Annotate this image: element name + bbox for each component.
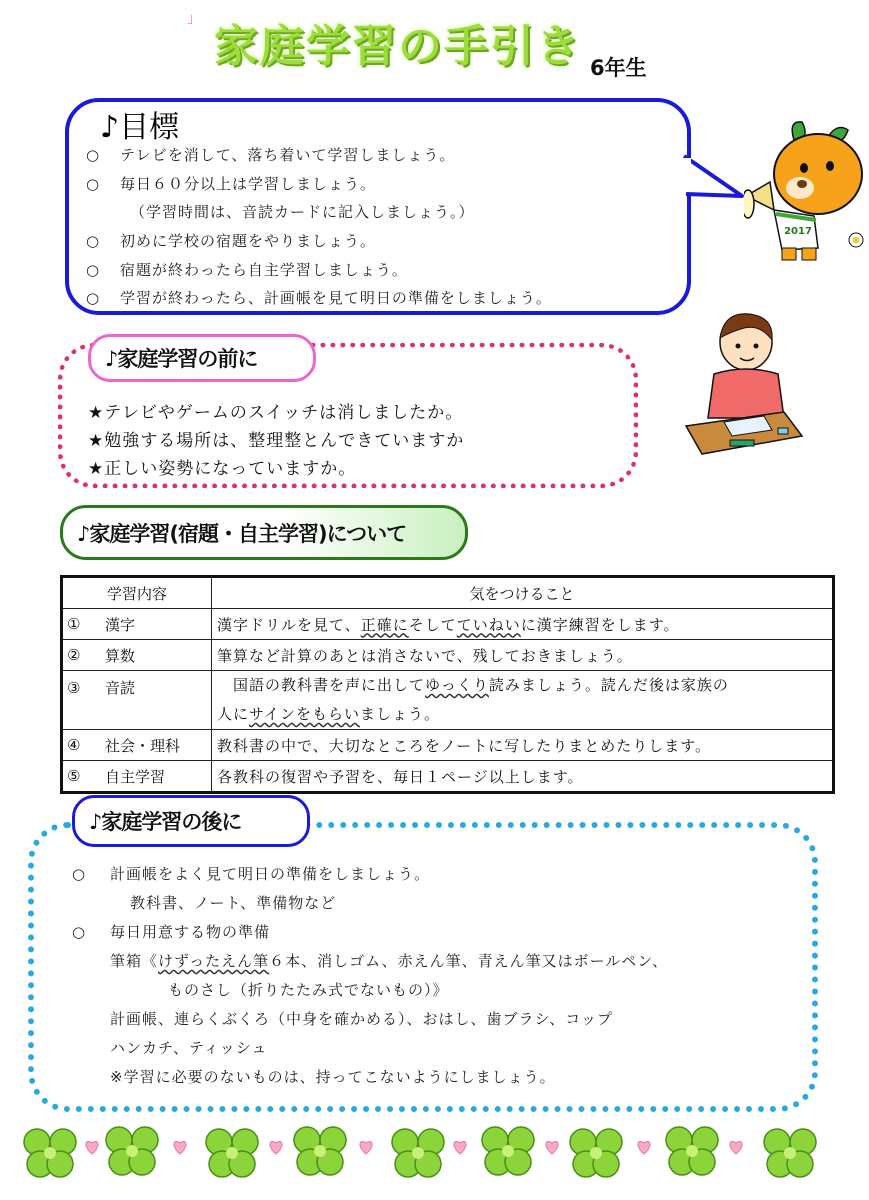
- goal-text: 毎日６０分以上は学習しましょう。: [120, 175, 377, 193]
- heart-icon: [454, 1141, 466, 1154]
- clover-icon: [106, 1127, 158, 1175]
- clover-icon: [294, 1127, 346, 1175]
- advice-text: 読みましょう。読んだ後は家族の: [488, 676, 729, 694]
- row-number: ②: [67, 646, 81, 664]
- table-row: [62, 609, 834, 640]
- advice-text: 漢字ドリルを見て、: [217, 615, 361, 634]
- mascot-badge: 2017: [784, 226, 812, 237]
- row-number: ⑤: [67, 767, 81, 785]
- goal-item: [86, 173, 376, 194]
- after-emphasis: けずったえん筆: [158, 952, 270, 970]
- heart-icon: [730, 1141, 742, 1154]
- goal-item: [86, 144, 455, 165]
- after-text: 筆箱《: [110, 952, 159, 970]
- goal-item: [86, 230, 376, 251]
- table-row: [62, 640, 834, 671]
- goal-note: （学習時間は、音読カードに記入しましょう。）: [130, 203, 475, 221]
- circle-bullet: ○: [72, 923, 87, 941]
- heart-icon: [86, 1141, 98, 1154]
- after-text: 計画帳をよく見て明日の準備をしましょう。: [110, 865, 431, 883]
- advice-text: ましょう。: [359, 705, 440, 723]
- heart-icon: [546, 1141, 558, 1154]
- corner-mark: 」: [187, 11, 201, 27]
- after-item: [72, 863, 430, 884]
- row-number: ④: [67, 736, 81, 754]
- study-guide-table: [60, 575, 835, 794]
- subject-name: 社会・理科: [105, 736, 181, 755]
- advice-text: 国語の教科書を声に出して: [217, 676, 426, 694]
- advice-text: そして: [408, 615, 457, 634]
- circle-bullet: ○: [86, 232, 101, 250]
- column-header: 気をつけること: [212, 577, 834, 609]
- about-study-heading: ♪家庭学習(宿題・自主学習)について: [60, 505, 468, 560]
- heart-icon: [270, 1141, 282, 1154]
- table-header-row: [62, 577, 834, 609]
- after-text: 毎日用意する物の準備: [110, 923, 271, 941]
- advice-emphasis: ゆっくり: [425, 676, 489, 694]
- ruler-line: ものさし（折りたたみ式でないもの）》: [168, 981, 449, 999]
- items-line: 計画帳、連らくぶくろ（中身を確かめる）、おはし、歯ブラシ、コップ: [110, 1010, 614, 1028]
- goal-item: [86, 259, 408, 280]
- clover-icon: [764, 1129, 816, 1177]
- heart-icon: [638, 1141, 650, 1154]
- circle-bullet: ○: [86, 146, 101, 164]
- mascot-illustration: [744, 118, 866, 266]
- goal-text: 初めに学校の宿題をやりましょう。: [120, 232, 377, 250]
- goal-text: テレビを消して、落ち着いて学習しましょう。: [120, 146, 456, 164]
- advice-emphasis: ていねい: [456, 615, 521, 634]
- advice-cell: [212, 671, 834, 730]
- advice-emphasis: サインをもらい: [249, 705, 360, 723]
- clover-icon: [24, 1129, 76, 1177]
- goals-heading: ♪目標: [100, 110, 180, 145]
- subject-cell: [62, 609, 212, 640]
- column-header: 学習内容: [62, 577, 212, 609]
- advice-cell: 筆算など計算のあとは消さないで、残しておきましょう。: [212, 640, 834, 671]
- checklist-item: ★テレビやゲームのスイッチは消しましたか。: [88, 403, 464, 423]
- advice-text: に漢字練習をします。: [520, 615, 680, 634]
- subject-cell: [62, 730, 212, 761]
- advice-emphasis: 正確に: [360, 615, 409, 634]
- page-title: 家庭学習の手引き: [214, 21, 582, 72]
- items-line: ハンカチ、ティッシュ: [110, 1039, 268, 1057]
- row-number: ①: [67, 615, 81, 633]
- advice-text: 人に: [217, 705, 250, 723]
- circle-bullet: ○: [86, 175, 101, 193]
- circle-bullet: ○: [86, 289, 101, 307]
- table-row: [62, 730, 834, 761]
- clover-icon: [206, 1129, 258, 1177]
- clover-border: [20, 1118, 850, 1196]
- clover-icon: [392, 1129, 444, 1177]
- bubble-tail: [680, 150, 750, 205]
- subject-cell: [62, 640, 212, 671]
- heart-icon: [174, 1141, 186, 1154]
- subject-cell: [62, 761, 212, 793]
- studying-boy-illustration: [684, 308, 804, 460]
- circle-bullet: ○: [86, 261, 101, 279]
- after-study-heading: ♪家庭学習の後に: [72, 795, 310, 847]
- subject-cell: [62, 671, 212, 730]
- goal-text: 学習が終わったら、計画帳を見て明日の準備をしましょう。: [120, 289, 552, 307]
- circle-bullet: ○: [72, 865, 87, 883]
- after-sub-item: 教科書、ノート、準備物など: [130, 894, 337, 912]
- advice-cell: 教科書の中で、大切なところをノートに写したりまとめたりします。: [212, 730, 834, 761]
- advice-cell: 各教科の復習や予習を、毎日１ページ以上します。: [212, 761, 834, 793]
- subject-name: 自主学習: [105, 767, 166, 786]
- note-line: ※学習に必要のないものは、持ってこないようにしましょう。: [110, 1068, 556, 1086]
- clover-icon: [570, 1129, 622, 1177]
- table-row: [62, 671, 834, 730]
- after-item: [72, 921, 270, 942]
- clover-icon: [482, 1127, 534, 1175]
- checklist-item: ★勉強する場所は、整理整とんできていますか: [88, 431, 465, 451]
- pencil-case-line: [110, 950, 668, 971]
- table-row: [62, 761, 834, 793]
- after-text: ６本、消しゴム、赤えん筆、青えん筆又はボールペン、: [269, 952, 669, 970]
- advice-cell: [212, 609, 834, 640]
- checklist-item: ★正しい姿勢になっていますか。: [88, 459, 357, 479]
- heart-icon: [360, 1141, 372, 1154]
- subject-name: 算数: [105, 646, 136, 665]
- before-study-heading: ♪家庭学習の前に: [88, 334, 316, 382]
- grade-label: 6年生: [590, 56, 647, 80]
- row-number: ③: [67, 678, 81, 697]
- subject-name: 漢字: [105, 615, 136, 634]
- goal-text: 宿題が終わったら自主学習しましょう。: [120, 261, 408, 279]
- clover-icon: [666, 1127, 718, 1175]
- goal-item: [86, 287, 552, 308]
- subject-name: 音読: [105, 679, 136, 697]
